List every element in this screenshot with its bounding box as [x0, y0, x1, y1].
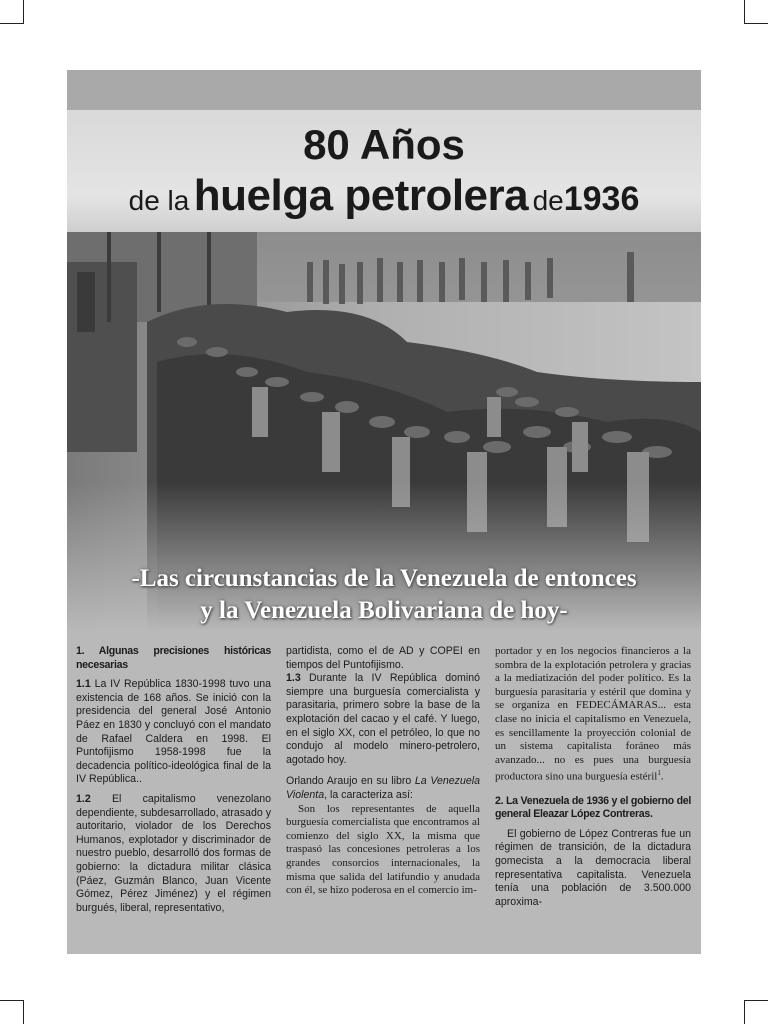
- paragraph-text: Durante la IV República dominó siempre una burguesía comercialista y parasitaria, primero sobre la base de la explotación del cacao y el café. Y luego, en el siglo XX, con el petróleo, lo que no condujo al modelo minero-petrolero, agotado hoy.: [286, 672, 480, 766]
- title-pre: de la: [128, 185, 190, 216]
- article-column-2: [286, 645, 480, 904]
- quote-end: .: [660, 771, 664, 783]
- footnote-marker: 1: [657, 769, 661, 778]
- article-column-3: [495, 645, 691, 915]
- title-line-1: 80 Años: [303, 121, 465, 168]
- paragraph-text: El gobierno de López Contreras fue un régimen de transición, de la dictadura gomecista a la democracia liberal representativa capitalista. Venezuela tenía una población de 3.500.000 aproxima-: [495, 827, 691, 908]
- section-heading-1: 1. Algunas precisiones históricas necesarias: [76, 645, 271, 671]
- paragraph-number: 1.2: [76, 792, 91, 805]
- paragraph-1-2: [76, 793, 271, 915]
- quote-text: portador y en los negocios financieros a la sombra de la explotación petrolera y gracias a la mediatización del poder político. Es la burguesía parasitaria y estéril que domina y se organiza en FEDECÁMARAS... esta clase no inicia el capitalismo en Venezuela, es sencillamente la proyección colonial de un sistema capitalista foráneo más avanzado... no es pues una burguesía productora sino una burguesía estéril: [495, 645, 691, 783]
- crop-mark-tl-h: [0, 23, 24, 24]
- subtitle: [67, 563, 701, 627]
- title-year: 1936: [563, 180, 640, 218]
- paragraph-text: La IV República 1830-1998 tuvo una existencia de 168 años. Se inició con la presidencia del general José Antonio Páez en 1830 y concluyó con el mandato de Rafael Caldera en 1998. El Puntofijismo 1958-1998 fue la decadencia político-ideológica final de la IV República..: [76, 678, 271, 786]
- crop-mark-br-h: [744, 1000, 768, 1001]
- citation-text: , la caracteriza así:: [324, 788, 413, 801]
- citation-intro: [286, 775, 480, 802]
- magazine-page: [67, 70, 701, 954]
- paragraph-continued: partidista, como el de AD y COPEI en tiempos del Puntofijismo.: [286, 645, 480, 671]
- quote-block: [286, 803, 480, 898]
- crop-mark-tr-v: [744, 0, 745, 24]
- citation-text: Orlando Araujo en su libro: [286, 775, 415, 788]
- paragraph-1-3: [286, 672, 480, 767]
- paragraph-number: 1.3: [286, 672, 301, 685]
- article-column-1: [76, 645, 271, 921]
- quote-text: Son los representantes de aquella burguesía comercialista que encontramos al comienzo del siglo XX, la misma que traspasó las concesiones petroleras a los grandes consorcios internacionales, la misma que salida del latifundio y anudada con él, se hizo poderosa en el comercio im-: [286, 802, 480, 897]
- book-title: La Venezuela Violenta: [286, 775, 480, 801]
- section-heading-2: 2. La Venezuela de 1936 y el gobierno del general Eleazar López Contreras.: [495, 794, 691, 821]
- crop-mark-bl-v: [23, 1000, 24, 1024]
- crop-mark-bl-h: [0, 1000, 24, 1001]
- subtitle-line-2: y la Venezuela Bolivariana de hoy-: [200, 597, 568, 624]
- quote-continued: [495, 645, 691, 785]
- paragraph-2: [495, 828, 691, 910]
- crop-mark-tr-h: [744, 23, 768, 24]
- paragraph-text: El capitalismo venezolano dependiente, subdesarrollado, atrasado y autoritario, violador de los Derechos Humanos, explotador y discriminador de nuestro pueblo, desarrolló dos formas de gobierno: la dictadura militar clásica (Páez, Guzmán Blanco, Juan Vicente Gómez, Pérez Jiménez) y el régimen burgués, liberal, representativo,: [76, 792, 271, 914]
- title-main: huelga petrolera: [193, 171, 529, 220]
- paragraph-number: 1.1: [76, 678, 91, 691]
- subtitle-line-1: -Las circunstancias de la Venezuela de entonces: [131, 565, 637, 592]
- title-line-2: [67, 170, 701, 232]
- paragraph-1-1: [76, 678, 271, 787]
- top-band: [67, 70, 701, 110]
- crop-mark-br-v: [744, 1000, 745, 1024]
- crop-mark-tl-v: [23, 0, 24, 24]
- title-de: de: [532, 185, 564, 216]
